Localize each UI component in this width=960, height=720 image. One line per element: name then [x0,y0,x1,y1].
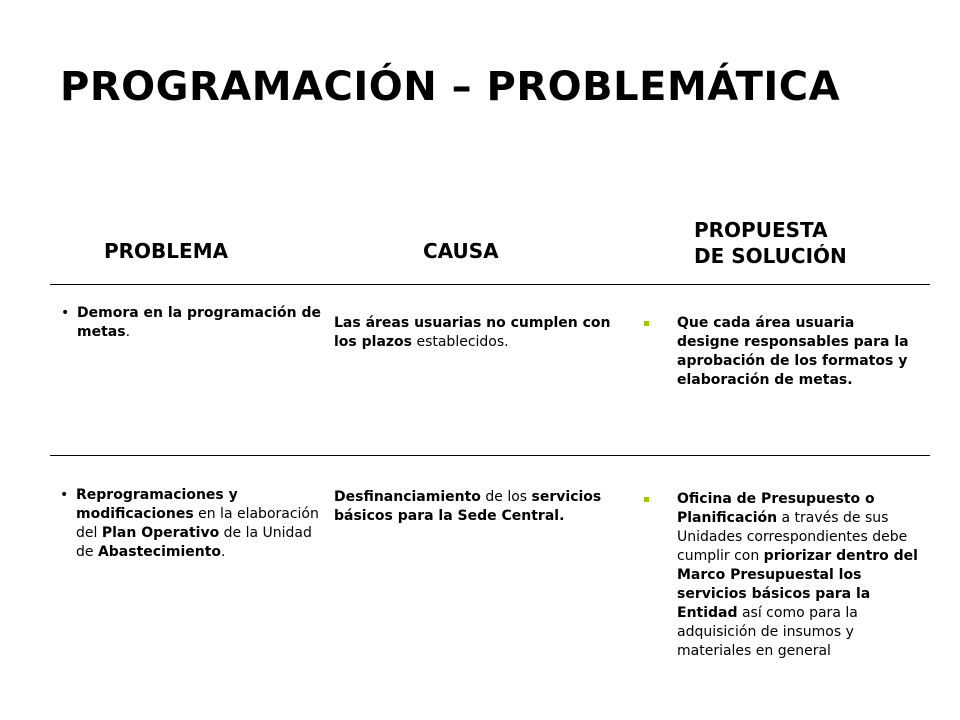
text-run: . [221,544,226,560]
text-run: en la elaboración del [76,506,319,541]
row-2-causa [334,488,624,526]
bold-text-run: priorizar dentro del Marco Presupuestal los servicios básicos para la Entidad [677,548,918,621]
green-square-bullet-icon [644,497,649,502]
bold-text-run: Desfinanciamiento [334,489,481,505]
bold-text-run: Abastecimiento [97,544,222,560]
header-propuesta-de-solucion [694,217,914,269]
page-title: PROGRAMACIÓN – PROBLEMÁTICA [60,64,841,110]
header-problema: PROBLEMA [104,239,229,263]
bullet-dot-icon: • [61,305,70,321]
bold-text-run: Oficina de Presupuesto o Planificación [677,491,875,526]
bold-text-run: servicios básicos para la Sede Central. [334,489,602,524]
row-2-problema [60,486,321,562]
bullet-dot-icon: • [60,487,69,503]
text-run: establecidos. [412,334,509,350]
bold-text-run: Demora en la programación de metas [77,305,322,340]
text-run: de la Unidad de [76,525,312,560]
row-1-causa-text [334,315,611,350]
row-1-solucion [677,314,917,390]
row-2-causa-text [334,489,601,524]
green-square-bullet-icon [644,321,649,326]
table-divider-top [50,284,930,285]
bold-text-run: Las áreas usuarias no cumplen con los plazos [334,315,611,350]
row-1-causa [334,314,624,352]
row-2-problema-text [76,487,319,560]
row-1-solucion-text [677,315,909,388]
row-2-solucion [677,490,922,661]
header-propuesta-line-2: DE SOLUCIÓN [694,244,847,268]
row-2-solucion-text [677,491,918,659]
header-causa: CAUSA [423,239,499,263]
row-1-problema [61,304,322,342]
text-run: de los [480,489,532,505]
text-run: . [125,324,131,340]
bold-text-run: Plan Operativo [101,525,220,541]
text-run: a través de sus Unidades correspondientes debe cumplir con [677,510,908,564]
bold-text-run: Que cada área usuaria designe responsables para la aprobación de los formatos y elaboración de metas. [677,315,909,388]
row-1-problema-text [77,305,321,340]
table-divider-middle [50,455,930,456]
bold-text-run: Reprogramaciones y modificaciones [76,487,238,522]
text-run: así como para la adquisición de insumos y materiales en general [677,605,858,659]
header-propuesta-line-1: PROPUESTA [694,218,828,242]
